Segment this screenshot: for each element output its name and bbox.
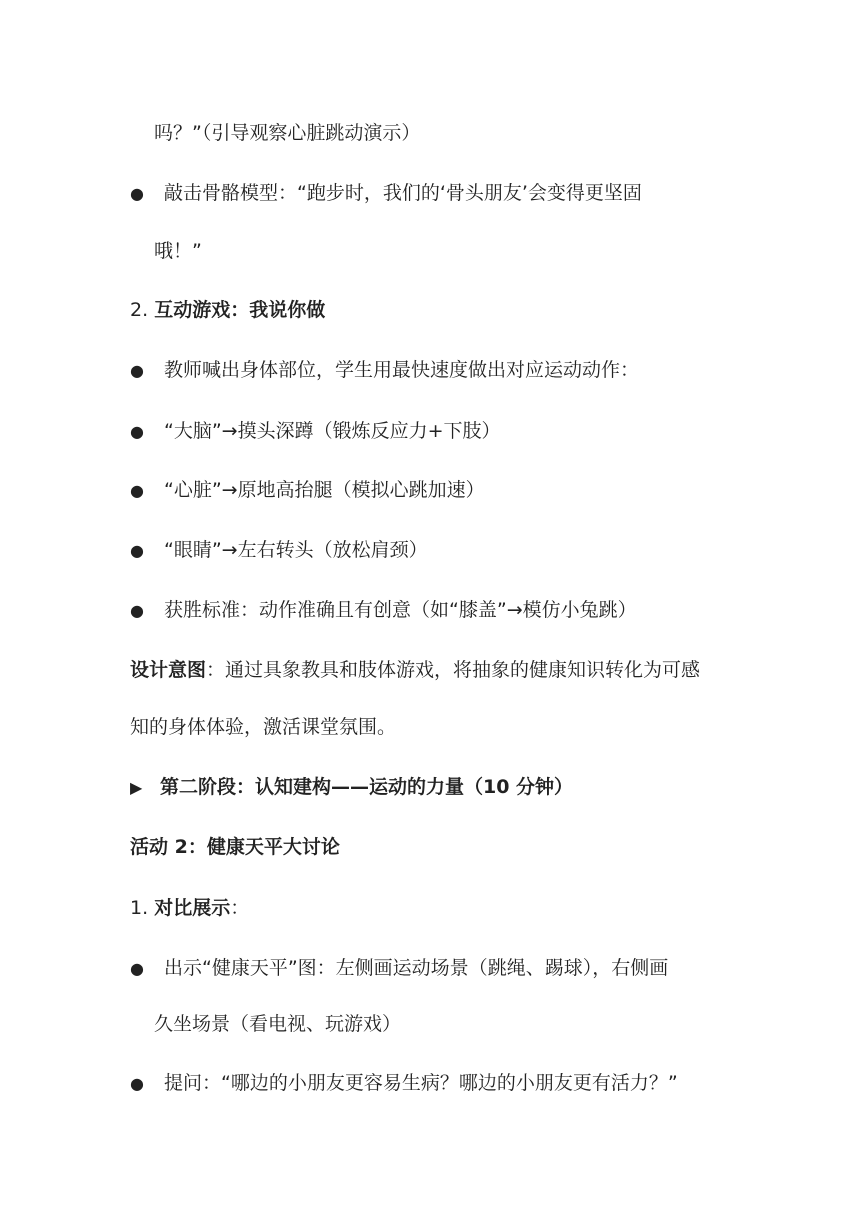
line-text: “大脑”→摸头深蹲（锻炼反应力+下肢） [164,420,501,442]
bullet-item [130,355,740,385]
bullet-icon: ● [130,361,144,380]
line-text: “眼睛”→左右转头（放松肩颈） [164,539,428,561]
line-text: 提问：“哪边的小朋友更容易生病？哪边的小朋友更有活力？” [164,1072,678,1094]
bullet-icon: ● [130,1074,144,1093]
line-text: 教师喊出身体部位，学生用最快速度做出对应运动动作： [164,359,640,381]
numbered-heading [130,295,740,325]
section-heading [130,772,740,802]
bullet-item [130,595,740,625]
paragraph-line [130,712,740,742]
list-number: 1. [130,897,149,919]
bullet-icon: ● [130,541,144,560]
heading-text: 第二阶段：认知建构——运动的力量（10 分钟） [160,776,574,798]
line-text: 知的身体体验，激活课堂氛围。 [130,716,397,738]
line-text: ：通过具象教具和肢体游戏，将抽象的健康知识转化为可感 [206,659,701,681]
paragraph-line [130,655,740,685]
paragraph-line [154,118,764,148]
line-text: “心脏”→原地高抬腿（模拟心跳加速） [164,479,485,501]
paragraph-line [154,236,764,266]
line-text: 敲击骨骼模型：“跑步时，我们的‘骨头朋友’会变得更坚固 [164,182,642,204]
bullet-icon: ● [130,481,144,500]
bullet-icon: ● [130,601,144,620]
numbered-heading [130,893,740,923]
heading-text: 对比展示 [154,897,231,919]
bullet-item [130,475,740,505]
list-number: 2. [130,299,149,321]
line-text: 出示“健康天平”图：左侧画运动场景（跳绳、踢球），右侧画 [164,957,669,979]
bullet-item [130,953,740,983]
triangle-right-icon: ▶ [130,778,143,797]
bullet-item [130,1068,740,1098]
bullet-item [130,416,740,446]
bullet-icon: ● [130,422,144,441]
line-text: ： [230,897,250,919]
line-text: 哦！” [154,240,202,262]
paragraph-line [154,1009,764,1039]
line-text: 获胜标准：动作准确且有创意（如“膝盖”→模仿小兔跳） [164,599,637,621]
bullet-item [130,178,740,208]
heading-text: 活动 2：健康天平大讨论 [130,836,340,858]
bullet-item [130,535,740,565]
line-text: 吗？”（引导观察心脏跳动演示） [154,122,421,144]
label-text: 设计意图 [130,659,207,681]
line-text: 久坐场景（看电视、玩游戏） [154,1013,402,1035]
activity-heading [130,832,740,862]
bullet-icon: ● [130,184,144,203]
heading-text: 互动游戏：我说你做 [154,299,326,321]
bullet-icon: ● [130,959,144,978]
